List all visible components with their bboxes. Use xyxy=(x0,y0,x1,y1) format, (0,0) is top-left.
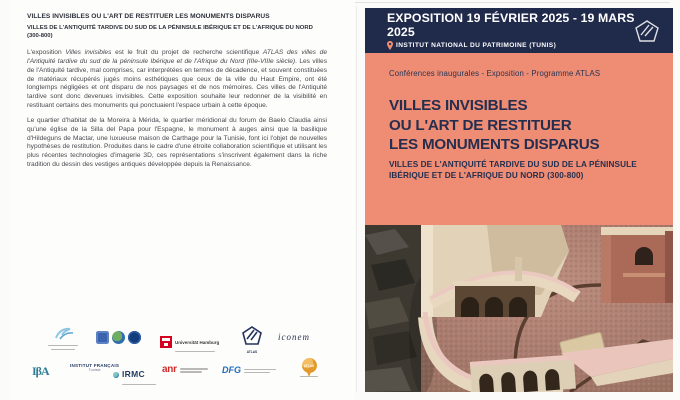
poster-title-line: LES MONUMENTS DISPARUS xyxy=(389,136,600,153)
poster-subtitle xyxy=(389,159,637,181)
italic-title-ref: Villes invisibles xyxy=(65,49,112,57)
irmc-label: IRMC xyxy=(122,369,145,379)
poster-header-text xyxy=(387,11,635,50)
anr-subtext-line xyxy=(180,368,208,370)
logo-anr xyxy=(162,364,208,375)
institut-francais-sublabel: Tunisie xyxy=(88,368,101,373)
paragraph-text: L'exposition xyxy=(27,49,66,57)
logo-emblems-group xyxy=(96,331,141,344)
atlas-shield-white-icon xyxy=(635,20,659,42)
irmc-globe-icon xyxy=(113,372,119,378)
dfg-subtext-line xyxy=(244,369,276,371)
reconstruction-3d-image xyxy=(365,225,673,392)
italic-project-ref: ATLAS des villes de l'Antiquité tardive du sud de la péninsule Ibérique et de l'Afrique du Nord (IIIe-VIIIe siècle) xyxy=(27,49,327,66)
dark-blue-emblem-icon xyxy=(128,331,141,344)
atlas-pin-icon xyxy=(302,358,317,373)
left-page xyxy=(10,0,355,400)
poster-page xyxy=(365,0,673,400)
logo-irmc xyxy=(113,364,156,385)
anr-subtext-line xyxy=(180,371,202,373)
iba-label: IβA xyxy=(32,364,49,378)
left-paragraph-2: Le quartier d'habitat de la Moreira à Mérida, le quartier méridional du forum de Baelo Claudia ainsi qu'une église de la Silla del Papa pour l'Espagne, le monument à auges ainsi que la basilique d'Hildeguns de Mactar, une luxueuse maison de Carthage pour la Tunisie, font ici l'objet de nouvelles hypothèses de restitution. Produites dans le cadre d'une étroite collaboration scientifique et utilisant les plus récentes technologies d'imagerie 3D, ces représentations s'inscrivent également dans la riche tradition du dessin des vestiges antiques développée depuis la Renaissance. xyxy=(27,117,327,168)
hamburg-red-square-icon xyxy=(160,336,172,348)
dfg-subtext-line xyxy=(244,372,270,374)
poster-title-line: OU L'ART DE RESTITUER xyxy=(389,116,572,134)
institut-francais-label: INSTITUT FRANÇAIS xyxy=(70,363,120,368)
poster-tagline: Conférences inaugurales - Exposition - Programme ATLAS xyxy=(389,69,601,78)
poster-subtitle-line: VILLES DE L'ANTIQUITÉ TARDIVE DU SUD DE LA PÉNINSULE xyxy=(389,160,637,169)
poster-title xyxy=(389,96,600,155)
anr-label: anr xyxy=(162,364,177,375)
logo-iconem xyxy=(278,332,310,342)
roman-building-render xyxy=(365,225,673,392)
logo-atlas-shield xyxy=(242,326,262,354)
globe-emblem-icon xyxy=(112,331,125,344)
atlas-shield-icon xyxy=(242,326,262,345)
logo-atlas-pin xyxy=(300,358,318,377)
poster-title-line: VILLES INVISIBLES xyxy=(389,97,528,114)
logo-dfg xyxy=(222,365,276,375)
left-title: VILLES INVISIBLES OU L'ART DE RESTITUER LES MONUMENTS DISPARUS xyxy=(27,13,270,20)
hamburg-label: Universität Hamburg xyxy=(175,340,220,345)
irmc-subtext-line xyxy=(122,384,156,386)
inp-arabic-text-line xyxy=(51,349,75,351)
iconem-label: iconem xyxy=(278,332,310,342)
inp-arabic-text-line xyxy=(48,345,78,347)
logo-institut-francais xyxy=(70,363,119,372)
exposition-dates: EXPOSITION 19 FÉVRIER 2025 - 19 MARS 2025 xyxy=(387,11,635,39)
inp-swirl-icon xyxy=(50,326,76,342)
left-text-column xyxy=(27,12,327,177)
blue-square-emblem-icon xyxy=(96,331,109,344)
left-subtitle: VILLES DE L'ANTIQUITÉ TARDIVE DU SUD DE LA PÉNINSULE IBÉRIQUE ET DE L'AFRIQUE DU NORD (300-800) xyxy=(27,24,313,40)
poster-body xyxy=(365,53,673,225)
logo-iba xyxy=(32,364,49,379)
location-pin-icon xyxy=(387,41,393,50)
hamburg-subtext-line xyxy=(175,351,215,353)
paragraph-text: est le fruit du projet de recherche scientifique xyxy=(111,49,263,57)
left-paragraph-1 xyxy=(27,49,327,110)
atlas-pin-label: ATLAS xyxy=(303,363,315,368)
logo-universitaet-hamburg xyxy=(160,331,219,352)
poster-header xyxy=(365,8,673,53)
venue-label: INSTITUT NATIONAL DU PATRIMOINE (TUNIS) xyxy=(396,42,557,49)
atlas-shield-label: ATLAS xyxy=(246,350,258,354)
page-fold-line xyxy=(356,6,357,392)
venue-line xyxy=(387,41,635,50)
dfg-label: DFG xyxy=(222,365,241,375)
paragraph-text: . Les villes de l'Antiquité tardive, mal comprises, car interprétées en termes de décadence, et souvent constituées de matériaux récupérés jugés moins esthétiques que ceux de la ville du Haut Empire, ont été longtemps négligées et ont disparu de nos paysages et de nos mémoires. Ces villes de l'Antiquité tardive sont donc devenues invisibles. Cette exposition souhaite leur redonner de la visibilité en restituant certains des monuments qui ponctuaient l'espace urbain à cette époque. xyxy=(27,58,327,109)
logo-inp-tunis xyxy=(48,326,78,350)
poster-subtitle-line: IBÉRIQUE ET DE L'AFRIQUE DU NORD (300-800) xyxy=(389,171,584,180)
